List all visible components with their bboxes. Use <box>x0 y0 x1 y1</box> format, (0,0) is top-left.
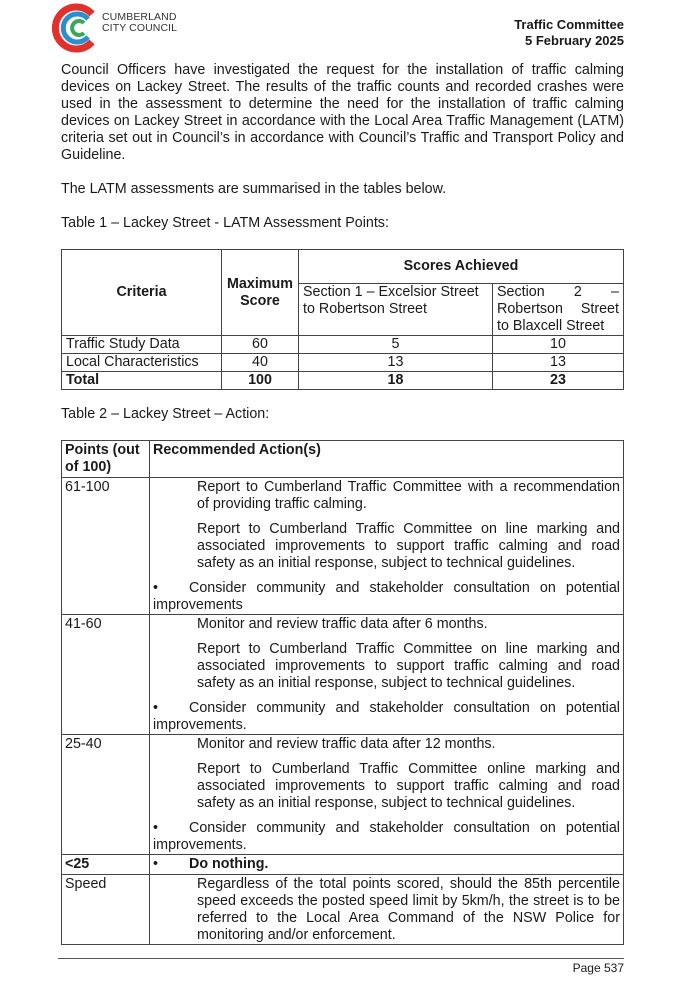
action-text: Report to Cumberland Traffic Committee on line marking and associated improvements to support traffic calming and road safety as an initial response, subject to technical guidelines. <box>197 641 620 691</box>
bullet-text: Consider community and stakeholder consultation on potential <box>189 580 620 596</box>
table-header-row <box>62 250 624 284</box>
bullet-icon: • <box>153 856 159 872</box>
section-2-cell: 10 <box>493 336 624 354</box>
points-header: Points (out of 100) <box>62 441 150 478</box>
table-header-row <box>62 441 624 478</box>
section-2-cell: 13 <box>493 354 624 372</box>
document-body <box>61 62 624 945</box>
action-cell <box>150 615 624 735</box>
scores-achieved-header: Scores Achieved <box>299 250 624 284</box>
points-cell: 61-100 <box>62 478 150 615</box>
bullet-icon: • <box>153 700 159 716</box>
action-text: Regardless of the total points scored, should the 85th percentile speed exceeds the posted speed limit by 5km/h, the street is to be referred to the Local Area Command of the NSW Police for monitoring and/or enforcement. <box>197 876 620 943</box>
table1-caption: Table 1 – Lackey Street - LATM Assessment Points: <box>61 215 389 231</box>
header-meta <box>514 17 624 49</box>
max-score-header: Maximum Score <box>222 250 299 336</box>
section-1-cell: 13 <box>299 354 493 372</box>
table-row <box>62 615 624 735</box>
bullet-text: Consider community and stakeholder consultation on potential <box>189 820 620 836</box>
bullet-text-continued: improvements <box>153 597 243 613</box>
bullet-item <box>153 856 620 873</box>
action-text: Monitor and review traffic data after 6 months. <box>197 616 488 632</box>
bullet-text: Do nothing. <box>189 856 269 872</box>
action-header: Recommended Action(s) <box>150 441 624 478</box>
intro-paragraph: Council Officers have investigated the request for the installation of traffic calming devices on Lackey Street. The results of the traffic counts and recorded crashes were used in the assessment to determine the need for the installation of traffic calming devices on Lackey Street in accordance with the Local Area Traffic Management (LATM) criteria set out in Council’s in accordance with Council’s Traffic and Transport Policy and Guideline. <box>61 62 624 163</box>
logo-line-2: CITY COUNCIL <box>102 22 178 34</box>
points-cell: <25 <box>62 855 150 875</box>
table-row <box>62 354 624 372</box>
bullet-text: Consider community and stakeholder consultation on potential <box>189 700 620 716</box>
max-cell: 60 <box>222 336 299 354</box>
latm-assessment-table <box>61 249 624 390</box>
council-logo <box>52 2 192 54</box>
table-row <box>62 478 624 615</box>
section-2-cell: 23 <box>493 372 624 390</box>
page-header <box>0 0 682 58</box>
action-cell <box>150 855 624 875</box>
table-total-row <box>62 372 624 390</box>
action-cell <box>150 875 624 945</box>
max-cell: 100 <box>222 372 299 390</box>
logo-line-1: CUMBERLAND <box>102 11 177 23</box>
points-cell: Speed <box>62 875 150 945</box>
council-logo-mark <box>52 2 100 54</box>
bullet-item <box>153 580 620 597</box>
table-row <box>62 735 624 855</box>
footer-rule <box>58 958 624 959</box>
action-table <box>61 440 624 945</box>
section-1-header: Section 1 – Excelsior Street to Robertson Street <box>299 284 493 336</box>
points-cell: 25-40 <box>62 735 150 855</box>
max-cell: 40 <box>222 354 299 372</box>
criteria-cell: Traffic Study Data <box>62 336 222 354</box>
bullet-icon: • <box>153 820 159 836</box>
action-text: Report to Cumberland Traffic Committee online marking and associated improvements to support traffic calming and road safety as an initial response, subject to technical guidelines. <box>197 761 620 811</box>
criteria-header: Criteria <box>62 250 222 336</box>
committee-name: Traffic Committee <box>514 17 624 32</box>
action-text: Monitor and review traffic data after 12 months. <box>197 736 496 752</box>
action-cell <box>150 735 624 855</box>
bullet-text-continued: improvements. <box>153 717 247 733</box>
section-1-cell: 5 <box>299 336 493 354</box>
table-row <box>62 875 624 945</box>
bullet-text-continued: improvements. <box>153 837 247 853</box>
action-text: Report to Cumberland Traffic Committee with a recommendation of providing traffic calming. <box>197 479 620 512</box>
section-1-cell: 18 <box>299 372 493 390</box>
page-number: Page 537 <box>572 961 624 975</box>
summary-paragraph: The LATM assessments are summarised in the tables below. <box>61 181 447 197</box>
bullet-item <box>153 820 620 837</box>
bullet-item <box>153 700 620 717</box>
logo-wordmark <box>102 12 177 34</box>
table-row <box>62 336 624 354</box>
action-text: Report to Cumberland Traffic Committee on line marking and associated improvements to support traffic calming and road safety as an initial response, subject to technical guidelines. <box>197 521 620 571</box>
criteria-cell: Local Characteristics <box>62 354 222 372</box>
table-row <box>62 855 624 875</box>
points-cell: 41-60 <box>62 615 150 735</box>
bullet-icon: • <box>153 580 159 596</box>
meeting-date: 5 February 2025 <box>524 33 624 48</box>
table2-caption: Table 2 – Lackey Street – Action: <box>61 406 270 422</box>
section-2-header: Section 2 – Robertson Street to Blaxcell Street <box>493 284 624 336</box>
criteria-cell: Total <box>62 372 222 390</box>
action-cell <box>150 478 624 615</box>
